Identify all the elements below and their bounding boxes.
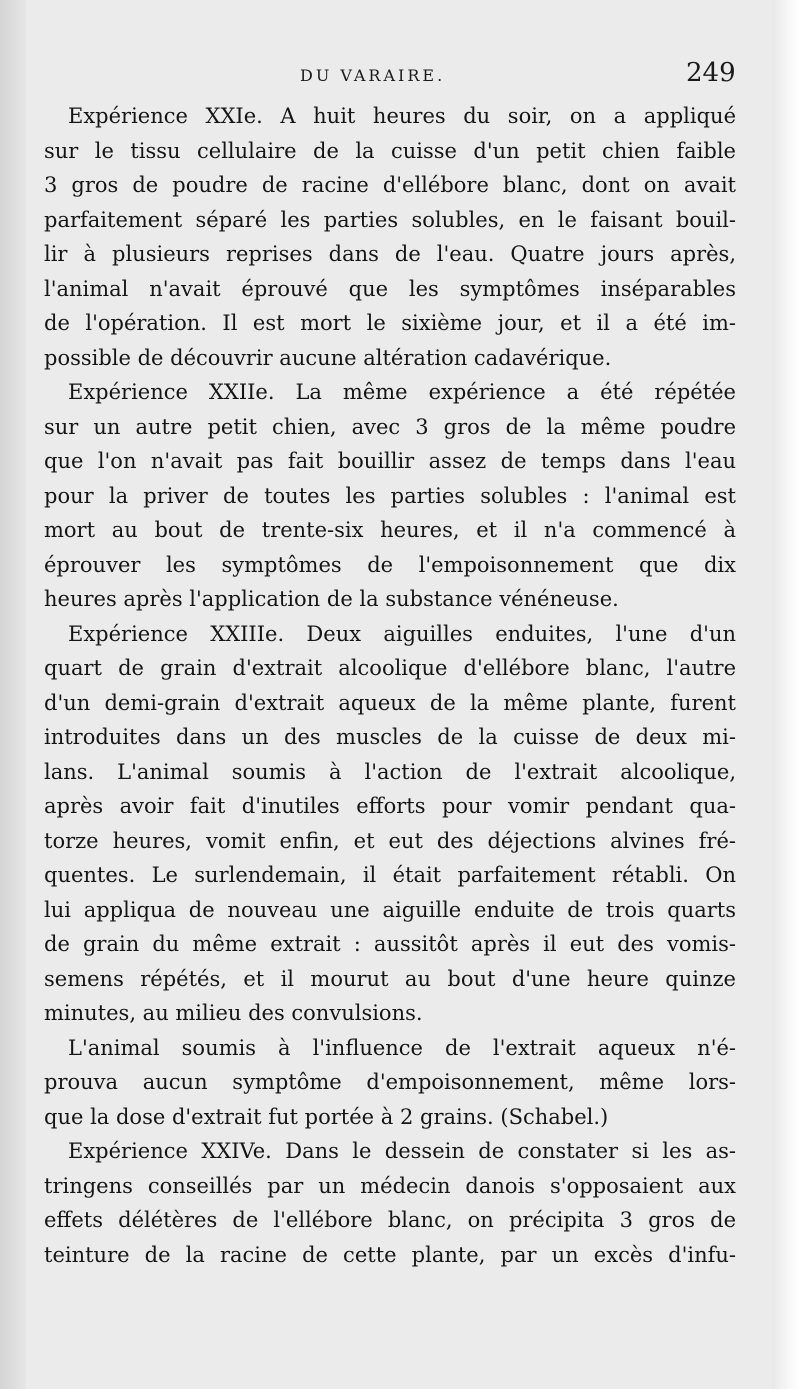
text-line: après avoir fait d'inutiles efforts pour vomir pendant qua- xyxy=(44,794,736,818)
text-line: teinture de la racine de cette plante, par un excès d'infu- xyxy=(44,1242,736,1267)
text-line: torze heures, vomit enfin, et eut des déjections alvines fré- xyxy=(44,828,736,853)
text-line: d'un demi-grain d'extrait aqueux de la même plante, furent xyxy=(44,690,736,715)
text-line: semens répétés, et il mourut au bout d'une heure quinze xyxy=(44,966,736,991)
text-line: prouva aucun symptôme d'empoisonnement, même lors- xyxy=(44,1070,736,1094)
text-line: sur un autre petit chien, avec 3 gros de la même poudre xyxy=(44,414,736,439)
text-line: tringens conseillés par un médecin danois s'opposaient aux xyxy=(44,1173,736,1198)
text-line: éprouver les symptômes de l'empoisonnement que dix xyxy=(44,552,736,577)
text-line: Expérience XXIe. A huit heures du soir, on a appliqué xyxy=(68,104,736,128)
text-line: lans. L'animal soumis à l'action de l'extrait alcoolique, xyxy=(44,759,736,784)
page-number: 249 xyxy=(686,58,736,88)
text-line: L'animal soumis à l'influence de l'extrait aqueux n'é- xyxy=(68,1035,736,1060)
text-line: Expérience XXIVe. Dans le dessein de constater si les as- xyxy=(68,1139,736,1163)
text-line: lir à plusieurs reprises dans de l'eau. Quatre jours après, xyxy=(44,242,736,266)
page-header xyxy=(0,58,800,98)
body-text xyxy=(44,99,736,1272)
text-line: Expérience XXIIe. La même expérience a été répétée xyxy=(68,380,736,404)
text-line: sur le tissu cellulaire de la cuisse d'un petit chien faible xyxy=(44,138,736,163)
text-line: que l'on n'avait pas fait bouillir assez de temps dans l'eau xyxy=(44,449,736,473)
text-line: parfaitement séparé les parties solubles, en le faisant bouil- xyxy=(44,207,736,232)
text-line: pour la priver de toutes les parties solubles : l'animal est xyxy=(44,483,736,508)
page-gutter-shadow xyxy=(0,0,26,1389)
text-line: heures après l'application de la substance vénéneuse. xyxy=(44,587,619,611)
text-line: effets délétères de l'ellébore blanc, on précipita 3 gros de xyxy=(44,1208,736,1232)
text-line: de l'opération. Il est mort le sixième jour, et il a été im- xyxy=(44,311,736,335)
text-line: possible de découvrir aucune altération cadavérique. xyxy=(44,345,612,370)
text-line: l'animal n'avait éprouvé que les symptômes inséparables xyxy=(44,276,736,301)
text-line: mort au bout de trente-six heures, et il n'a commencé à xyxy=(44,518,736,542)
text-line: lui appliqua de nouveau une aiguille enduite de trois quarts xyxy=(44,897,736,922)
text-line: quart de grain d'extrait alcoolique d'ellébore blanc, l'autre xyxy=(44,656,736,680)
page-right-margin xyxy=(772,0,800,1389)
text-line: quentes. Le surlendemain, il était parfaitement rétabli. On xyxy=(44,863,736,887)
text-line: minutes, au milieu des convulsions. xyxy=(44,1001,423,1025)
text-line: de grain du même extrait : aussitôt après il eut des vomis- xyxy=(44,932,736,956)
text-line: que la dose d'extrait fut portée à 2 grains. (Schabel.) xyxy=(44,1104,609,1129)
running-title: DU VARAIRE. xyxy=(300,66,446,85)
text-line: 3 gros de poudre de racine d'ellébore blanc, dont on avait xyxy=(44,173,736,197)
text-line: introduites dans un des muscles de la cuisse de deux mi- xyxy=(44,725,736,749)
text-line: Expérience XXIIIe. Deux aiguilles enduites, l'une d'un xyxy=(68,621,736,646)
